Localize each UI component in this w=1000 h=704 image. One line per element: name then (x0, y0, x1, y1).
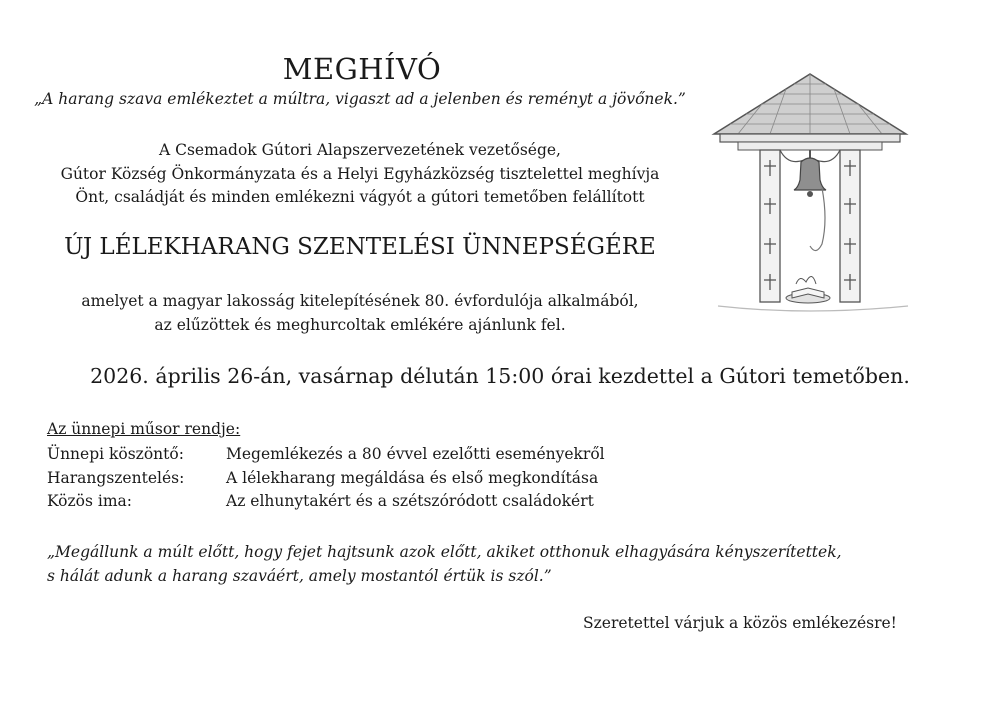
closing-quote-line: „Megállunk a múlt előtt, hogy fejet hajtsunk azok előtt, akiket otthonuk elhagyására kényszerítettek, (47, 543, 842, 561)
program-heading: Az ünnepi műsor rendje: (47, 420, 241, 438)
invitation-intro (30, 139, 690, 210)
bell-tower-icon (708, 70, 913, 318)
program-item (47, 490, 605, 514)
document-title: MEGHÍVÓ (282, 52, 442, 86)
program-item (47, 467, 605, 491)
motto-quote: „A harang szava emlékeztet a múltra, vigaszt ad a jelenben és reményt a jövőnek.” (34, 90, 686, 108)
program-item-text: A lélekharang megáldása és első megkondítása (226, 468, 599, 487)
program-item-label: Ünnepi köszöntő: (47, 445, 184, 463)
program-item-label: Közös ima: (47, 492, 132, 510)
purpose-line: az elűzöttek és meghurcoltak emlékére ajánlunk fel. (154, 315, 566, 334)
program-list (47, 443, 605, 514)
program-item-text: Az elhunytakért és a szétszóródott családokért (226, 492, 594, 510)
farewell-text: Szeretettel várjuk a közös emlékezésre! (583, 614, 897, 632)
event-title: ÚJ LÉLEKHARANG SZENTELÉSI ÜNNEPSÉGÉRE (64, 234, 656, 260)
intro-line: Önt, családját és minden emlékezni vágyót a gútori temetőben felállított (75, 188, 645, 206)
event-purpose (30, 290, 690, 337)
closing-quote (47, 540, 907, 588)
intro-line: Gútor Község Önkormányzata és a Helyi Egyházközség tisztelettel meghívja (60, 164, 660, 183)
program-item-text: Megemlékezés a 80 évvel ezelőtti eseményekről (226, 445, 605, 463)
program-item (47, 443, 605, 467)
purpose-line: amelyet a magyar lakosság kitelepítésének 80. évfordulója alkalmából, (81, 292, 639, 310)
event-date-line: 2026. április 26-án, vasárnap délután 15:00 órai kezdettel a Gútori temetőben. (90, 364, 910, 388)
program-item-label: Harangszentelés: (47, 468, 185, 487)
intro-line: A Csemadok Gútori Alapszervezetének vezetősége, (159, 141, 561, 159)
closing-quote-line: s hálát adunk a harang szaváért, amely mostantól értük is szól.” (47, 567, 552, 585)
